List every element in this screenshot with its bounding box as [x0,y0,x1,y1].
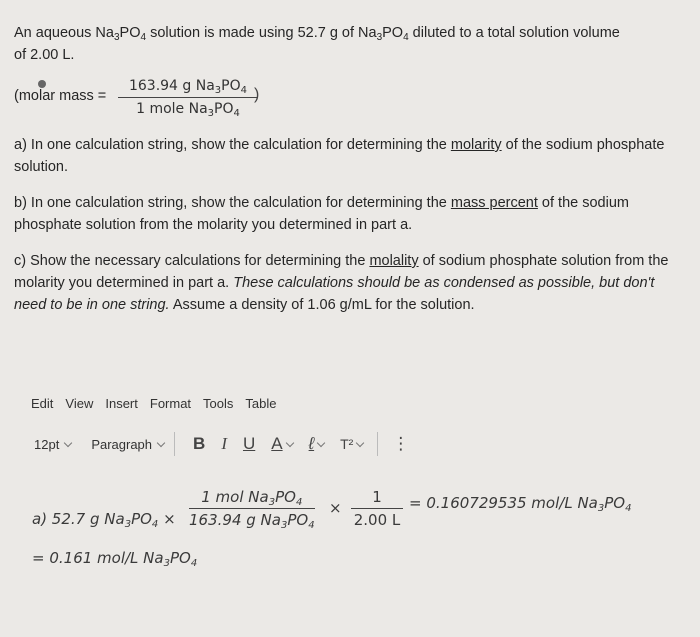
part-c-sentence-2: These calculations should be as condensed as possible, but don't need to be in one string. [14,275,655,313]
menu-edit[interactable]: Edit [31,396,54,411]
toolbar-divider [174,432,175,456]
text-color-button[interactable] [263,434,300,454]
part-c-sentence-3: Assume a density of 1.06 g/mL for the solution. [172,297,475,313]
part-a-text: a) In one calculation string, show the calculation for determining the molarity of the sodium phosphate solution. [14,137,665,175]
editor-menu-bar [31,396,276,411]
font-size-value: 12pt [34,436,60,452]
block-format-dropdown[interactable] [91,437,164,452]
superscript-button[interactable] [332,436,371,452]
italic-button[interactable]: I [221,434,227,453]
chevron-down-icon [157,438,165,446]
chevron-down-icon [64,438,72,446]
part-c-text [14,250,686,316]
answer-fraction-2 [351,486,403,531]
menu-insert[interactable]: Insert [105,396,138,411]
fraction-2-numerator: 1 [372,488,382,506]
answer-fraction-1 [189,486,315,531]
menu-format[interactable]: Format [149,396,192,411]
fraction-2-denominator: 2.00 L [353,511,401,529]
menu-table[interactable]: Table [245,396,277,411]
answer-result: = 0.160729535 mol/L $Na_3PO_4$ [409,494,632,514]
molar-mass-denominator: 1 mole $Na_3PO_4$ [136,101,240,119]
intro-line-1: An aqueous $Na_3PO_4$ solution is made using 52.7 g of $Na_3PO_4$ diluted to a total solution volume [14,25,620,43]
bullet-dot [38,80,46,88]
font-size-dropdown[interactable] [34,437,71,452]
block-format-value: Paragraph [91,436,153,452]
part-b-text: b) In one calculation string, show the calculation for determining the mass percent of the sodium phosphate solution from the molarity you determined in part a. [14,195,629,233]
molar-mass-close-paren: ) [254,86,260,103]
intro-line-2: of 2.00 L. [14,47,75,63]
molar-mass-label: (molar mass = [14,88,107,104]
molar-mass-numerator: 163.94 g $Na_3PO_4$ [128,78,248,96]
chevron-down-icon [317,438,325,446]
highlight-button[interactable] [301,434,333,454]
underline-button[interactable]: U [242,434,256,453]
more-options-icon[interactable]: ⋮ [392,434,410,453]
intro-text [14,22,686,66]
chevron-down-icon [356,438,364,446]
text-color-icon: A [271,434,283,453]
highlight-pen-icon: ℓ [308,434,315,453]
times-operator: × [329,499,342,517]
superscript-icon: T² [340,436,354,452]
molar-mass-fraction [118,78,258,117]
fraction-1-denominator: 163.94 g $Na_3PO_4$ [189,511,315,531]
answer-editor-area[interactable] [0,470,700,637]
menu-view[interactable]: View [65,396,94,411]
menu-tools[interactable]: Tools [203,396,234,411]
chevron-down-icon [285,438,293,446]
answer-rounded-result: = 0.161 mol/L $Na_3PO_4$ [32,549,198,569]
toolbar-divider [377,432,378,456]
part-c-sentence-1: c) Show the necessary calculations for determining the molality of sodium phosphate solution from the molarity you determined in part a. [14,253,669,291]
bold-button[interactable]: B [193,434,206,453]
fraction-1-numerator: 1 mol $Na_3PO_4$ [201,488,303,508]
answer-prefix: a) 52.7 g $Na_3PO_4$ × [32,510,176,530]
editor-toolbar [34,432,686,456]
